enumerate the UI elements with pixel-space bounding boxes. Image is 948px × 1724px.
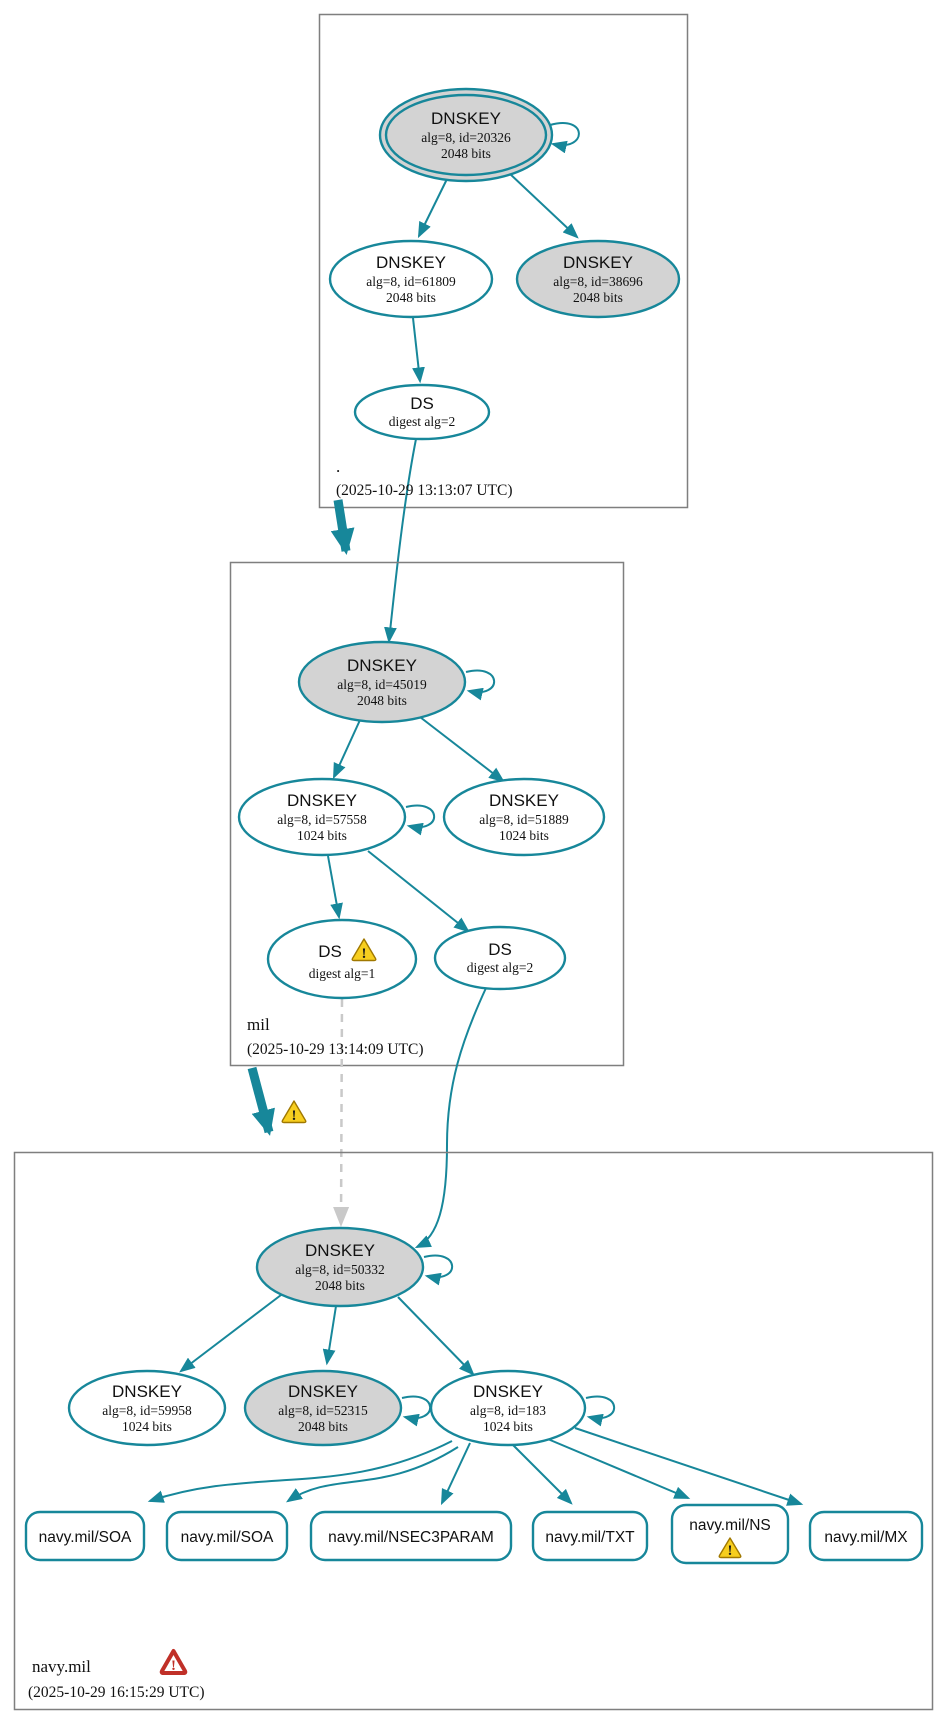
dnskey-node-root-38696 bbox=[517, 241, 679, 317]
edge-mil-ds1-to-navy-ksk-bogus bbox=[341, 999, 342, 1224]
dnskey-59958-title: DNSKEY bbox=[112, 1382, 182, 1401]
zone-timestamp-root: (2025-10-29 13:13:07 UTC) bbox=[336, 482, 513, 499]
dnskey-20326-title: DNSKEY bbox=[431, 109, 501, 128]
rrset-soa2-label: navy.mil/SOA bbox=[180, 1529, 274, 1546]
edge-mil-ksk-to-zsk1 bbox=[334, 720, 360, 777]
dnskey-node-mil-51889 bbox=[444, 779, 604, 855]
ds-mil-alg1-ellipse[interactable] bbox=[268, 920, 416, 998]
rrset-navy-txt bbox=[533, 1512, 647, 1560]
ds-node-mil-alg1 bbox=[268, 920, 416, 998]
dnskey-61809-bits: 2048 bits bbox=[386, 290, 436, 305]
dnskey-38696-detail: alg=8, id=38696 bbox=[553, 274, 643, 289]
dnskey-node-navy-50332 bbox=[257, 1228, 423, 1306]
edge-navy-key3-to-soa2 bbox=[288, 1447, 458, 1501]
dnskey-50332-title: DNSKEY bbox=[305, 1241, 375, 1260]
rrset-ns-label: navy.mil/NS bbox=[689, 1517, 771, 1534]
edge-navy-key3-self-sign bbox=[586, 1397, 614, 1419]
dnskey-57558-bits: 1024 bits bbox=[297, 828, 347, 843]
edge-mil-zsk1-self-sign bbox=[406, 806, 434, 828]
svg-text:!: ! bbox=[361, 946, 367, 962]
zone-root bbox=[320, 15, 688, 642]
ds-node-mil-alg2 bbox=[435, 927, 565, 989]
dnskey-51889-title: DNSKEY bbox=[489, 791, 559, 810]
rrset-navy-nsec3param bbox=[311, 1512, 511, 1560]
dnskey-51889-bits: 1024 bits bbox=[499, 828, 549, 843]
rrset-txt-label: navy.mil/TXT bbox=[545, 1529, 635, 1546]
edge-root-ksk-to-key2 bbox=[509, 173, 577, 237]
edge-root-zsk-to-ds bbox=[413, 318, 420, 381]
dnskey-node-mil-57558 bbox=[239, 779, 405, 855]
ds-mil-alg2-detail: digest alg=2 bbox=[466, 960, 534, 975]
edge-root-ksk-to-zsk bbox=[419, 179, 447, 236]
ds-root-detail: digest alg=2 bbox=[388, 414, 456, 429]
edge-mil-ksk-to-zsk2 bbox=[420, 717, 503, 781]
edge-root-ds-to-mil-ksk bbox=[389, 439, 416, 641]
dnskey-52315-detail: alg=8, id=52315 bbox=[278, 1403, 368, 1418]
dnskey-51889-detail: alg=8, id=51889 bbox=[479, 812, 569, 827]
dnskey-node-root-20326 bbox=[380, 89, 552, 181]
dnskey-node-navy-52315 bbox=[245, 1371, 401, 1445]
dnskey-183-title: DNSKEY bbox=[473, 1382, 543, 1401]
dnskey-node-mil-45019 bbox=[299, 642, 465, 722]
edge-root-ksk-self-sign bbox=[550, 123, 579, 145]
rrset-navy-ns bbox=[672, 1505, 788, 1563]
edge-mil-ds2-to-navy-ksk bbox=[417, 988, 486, 1247]
dnskey-183-detail: alg=8, id=183 bbox=[470, 1403, 546, 1418]
edge-navy-key3-to-nsec3param bbox=[442, 1443, 470, 1503]
dnskey-50332-bits: 2048 bits bbox=[315, 1278, 365, 1293]
edge-mil-delegation-to-navy bbox=[252, 1068, 269, 1132]
dnskey-node-navy-59958 bbox=[69, 1371, 225, 1445]
rrset-navy-soa-1 bbox=[26, 1512, 144, 1560]
rrset-nsec3param-label: navy.mil/NSEC3PARAM bbox=[328, 1529, 494, 1546]
dnskey-183-bits: 1024 bits bbox=[483, 1419, 533, 1434]
dnskey-20326-bits: 2048 bits bbox=[441, 146, 491, 161]
dnskey-59958-detail: alg=8, id=59958 bbox=[102, 1403, 192, 1418]
dnskey-57558-title: DNSKEY bbox=[287, 791, 357, 810]
dnskey-57558-detail: alg=8, id=57558 bbox=[277, 812, 367, 827]
dnskey-45019-detail: alg=8, id=45019 bbox=[337, 677, 427, 692]
zone-timestamp-mil: (2025-10-29 13:14:09 UTC) bbox=[247, 1041, 424, 1058]
ds-node-root bbox=[355, 385, 489, 439]
edge-navy-ksk-to-key1 bbox=[181, 1295, 281, 1371]
dnskey-38696-title: DNSKEY bbox=[563, 253, 633, 272]
dnskey-52315-bits: 2048 bits bbox=[298, 1419, 348, 1434]
rrset-soa1-label: navy.mil/SOA bbox=[38, 1529, 132, 1546]
zone-mil bbox=[231, 563, 624, 1248]
edge-navy-key3-to-ns bbox=[543, 1437, 688, 1498]
ds-mil-alg1-title: DS bbox=[318, 942, 342, 961]
edge-navy-ksk-to-key3 bbox=[398, 1297, 473, 1374]
dnskey-node-root-61809 bbox=[330, 241, 492, 317]
dnskey-61809-title: DNSKEY bbox=[376, 253, 446, 272]
error-icon-navy-mil bbox=[162, 1651, 186, 1674]
ds-mil-alg1-detail: digest alg=1 bbox=[308, 966, 376, 981]
edge-mil-zsk1-to-ds2 bbox=[368, 851, 468, 931]
edge-mil-ksk-self-sign bbox=[466, 671, 494, 693]
svg-text:!: ! bbox=[291, 1108, 297, 1124]
edge-navy-key2-self-sign bbox=[402, 1397, 430, 1419]
zone-label-root: . bbox=[336, 457, 341, 476]
zone-label-mil: mil bbox=[247, 1015, 270, 1034]
svg-text:!: ! bbox=[171, 1658, 176, 1674]
edge-navy-key3-to-txt bbox=[512, 1444, 571, 1503]
zone-timestamp-navy-mil: (2025-10-29 16:15:29 UTC) bbox=[28, 1684, 205, 1701]
ds-root-title: DS bbox=[410, 394, 434, 413]
edge-navy-ksk-to-key2 bbox=[327, 1306, 336, 1363]
dnskey-59958-bits: 1024 bits bbox=[122, 1419, 172, 1434]
svg-text:!: ! bbox=[727, 1543, 733, 1559]
dnskey-node-navy-183 bbox=[431, 1371, 585, 1445]
dnskey-61809-detail: alg=8, id=61809 bbox=[366, 274, 456, 289]
dnskey-45019-bits: 2048 bits bbox=[357, 693, 407, 708]
rrset-mx-label: navy.mil/MX bbox=[824, 1529, 908, 1546]
dnskey-20326-detail: alg=8, id=20326 bbox=[421, 130, 511, 145]
dnskey-38696-bits: 2048 bits bbox=[573, 290, 623, 305]
dnskey-50332-detail: alg=8, id=50332 bbox=[295, 1262, 385, 1277]
dnskey-52315-title: DNSKEY bbox=[288, 1382, 358, 1401]
ds-mil-alg2-title: DS bbox=[488, 940, 512, 959]
zone-navy-mil bbox=[15, 1153, 933, 1710]
warning-icon-delegation bbox=[282, 1101, 306, 1124]
dnskey-45019-title: DNSKEY bbox=[347, 656, 417, 675]
edge-navy-ksk-self-sign bbox=[424, 1256, 452, 1278]
rrset-navy-mx bbox=[810, 1512, 922, 1560]
rrset-navy-soa-2 bbox=[167, 1512, 287, 1560]
zone-label-navy-mil: navy.mil bbox=[32, 1657, 91, 1676]
edge-mil-zsk1-to-ds1 bbox=[328, 856, 339, 917]
edge-navy-key3-to-mx bbox=[575, 1428, 801, 1504]
